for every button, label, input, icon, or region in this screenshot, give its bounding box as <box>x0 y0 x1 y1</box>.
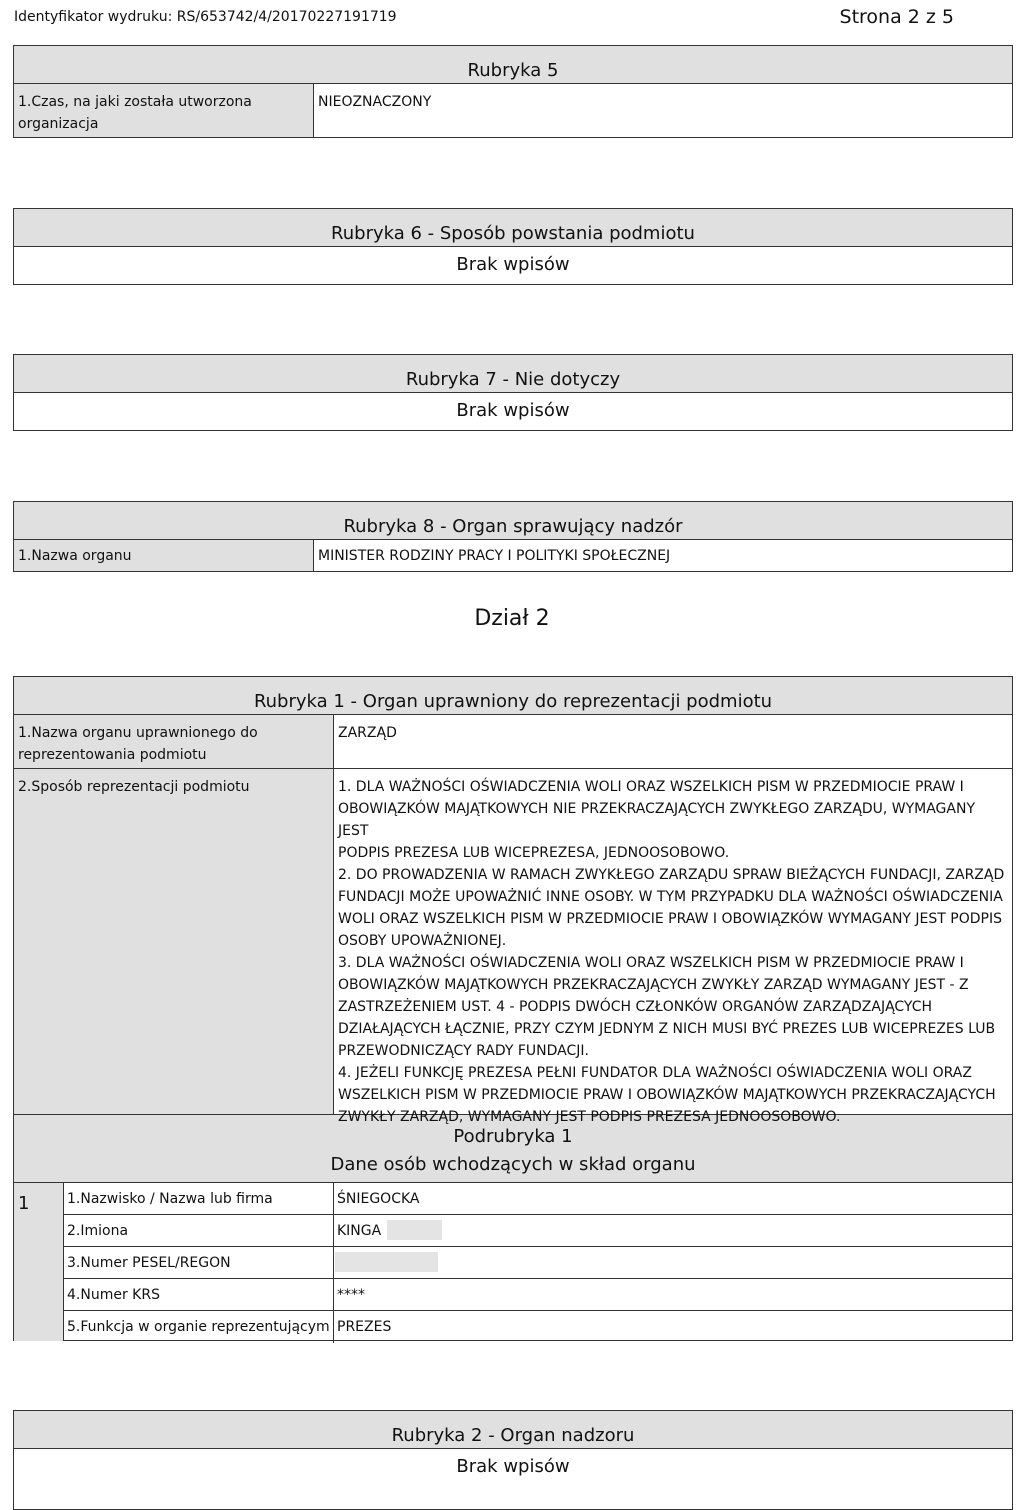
person-field-label: 5.Funkcja w organie reprezentującym <box>64 1311 334 1343</box>
page-header <box>14 6 954 28</box>
field-row <box>14 715 1012 769</box>
section-d2-rubryka-1 <box>13 676 1013 1341</box>
person-field-label: 2.Imiona <box>64 1215 334 1246</box>
person-field-value <box>334 1279 1012 1310</box>
section-title: Rubryka 8 - Organ sprawujący nadzór <box>14 502 1012 540</box>
text-line: 1. DLA WAŻNOŚCI OŚWIADCZENIA WOLI ORAZ WSZELKICH PISM W PRZEDMIOCIE PRAW I <box>338 779 964 795</box>
field-value: MINISTER RODZINY PRACY I POLITYKI SPOŁECZNEJ <box>318 548 671 564</box>
no-entries: Brak wpisów <box>456 254 570 275</box>
field-value: ZARZĄD <box>338 725 397 741</box>
krs-value: **** <box>337 1287 365 1303</box>
person-index: 1 <box>14 1183 64 1341</box>
section-rubryka-6 <box>13 208 1013 285</box>
representation-text <box>334 769 1012 1125</box>
text-line: PODPIS PREZESA LUB WICEPREZESA, JEDNOOSOBOWO. <box>338 845 730 861</box>
text-line: OBOWIĄZKÓW MAJĄTKOWYCH PRZEKRACZAJĄCYCH ZWYKŁY ZARZĄD WYMAGANY JEST - Z <box>338 977 969 993</box>
page-number: Strona 2 z 5 <box>839 6 954 28</box>
section-rubryka-8 <box>13 501 1013 572</box>
field-label: 1.Nazwa organu uprawnionego do reprezentowania podmiotu <box>14 715 334 768</box>
subsection-title-line-1: Podrubryka 1 <box>453 1126 573 1147</box>
person-field-value <box>334 1215 1012 1246</box>
text-line: DZIAŁAJĄCYCH ŁĄCZNIE, PRZY CZYM JEDNYM Z NICH MUSI BYĆ PREZES LUB WICEPREZES LUB <box>338 1021 996 1037</box>
person-field-label: 4.Numer KRS <box>64 1279 334 1310</box>
surname-value: ŚNIEGOCKA <box>337 1191 420 1207</box>
text-line: OSOBY UPOWAŻNIONEJ. <box>338 933 507 949</box>
subsection-title-line-2: Dane osób wchodzących w skład organu <box>330 1154 696 1175</box>
text-line: 3. DLA WAŻNOŚCI OŚWIADCZENIA WOLI ORAZ WSZELKICH PISM W PRZEDMIOCIE PRAW I <box>338 955 964 971</box>
section-rubryka-7 <box>13 354 1013 431</box>
person-field-label: 3.Numer PESEL/REGON <box>64 1247 334 1278</box>
section-d2-rubryka-2 <box>13 1410 1013 1510</box>
person-field-row <box>64 1279 1012 1311</box>
field-row <box>14 84 1012 137</box>
text-line: OBOWIĄZKÓW MAJĄTKOWYCH NIE PRZEKRACZAJĄCYCH ZWYKŁEGO ZARZĄDU, WYMAGANY JEST <box>338 801 975 839</box>
text-line: WOLI ORAZ WSZELKICH PISM W PRZEDMIOCIE PRAW I OBOWIĄZKÓW WYMAGANY JEST PODPIS <box>338 911 1002 927</box>
field-label: 1.Czas, na jaki została utworzona organizacja <box>14 84 314 137</box>
redaction-block <box>387 1220 442 1240</box>
section-title: Rubryka 1 - Organ uprawniony do reprezentacji podmiotu <box>14 677 1012 715</box>
text-line: ZASTRZEŻENIEM UST. 4 - PODPIS DWÓCH CZŁONKÓW ORGANÓW ZARZĄDZAJĄCYCH <box>338 999 933 1015</box>
section-title: Rubryka 7 - Nie dotyczy <box>14 355 1012 393</box>
section-title: Rubryka 6 - Sposób powstania podmiotu <box>14 209 1012 247</box>
person-field-row <box>64 1215 1012 1247</box>
redaction-block <box>335 1252 438 1272</box>
function-value: PREZES <box>337 1319 392 1335</box>
person-field-label: 1.Nazwisko / Nazwa lub firma <box>64 1183 334 1214</box>
text-line: FUNDACJI MOŻE UPOWAŻNIĆ INNE OSOBY. W TYM PRZYPADKU DLA WAŻNOŚCI OŚWIADCZENIA <box>338 889 1003 905</box>
person-field-value <box>334 1247 1012 1278</box>
text-line: 2. DO PROWADZENIA W RAMACH ZWYKŁEGO ZARZĄDU SPRAW BIEŻĄCYCH FUNDACJI, ZARZĄD <box>338 867 1005 883</box>
person-entry <box>14 1183 1012 1341</box>
text-line: PRZEWODNICZĄCY RADY FUNDACJI. <box>338 1043 589 1059</box>
person-field-row <box>64 1183 1012 1215</box>
field-row <box>14 540 1012 571</box>
text-line: WSZELKICH PISM W PRZEDMIOCIE PRAW I OBOWIĄZKÓW MAJĄTKOWYCH PRZEKRACZAJĄCYCH <box>338 1087 996 1103</box>
no-entries: Brak wpisów <box>456 1456 570 1477</box>
text-line: ZWYKŁY ZARZĄD, WYMAGANY JEST PODPIS PREZESA JEDNOOSOBOWO. <box>338 1109 841 1125</box>
field-value: NIEOZNACZONY <box>318 94 432 110</box>
dzial-heading: Dział 2 <box>474 606 550 631</box>
person-field-row <box>64 1247 1012 1279</box>
print-identifier: Identyfikator wydruku: RS/653742/4/20170227191719 <box>14 9 397 25</box>
section-title: Rubryka 2 - Organ nadzoru <box>14 1411 1012 1449</box>
person-field-row <box>64 1311 1012 1343</box>
no-entries: Brak wpisów <box>456 400 570 421</box>
section-title: Rubryka 5 <box>14 46 1012 84</box>
person-field-value <box>334 1311 1012 1343</box>
section-rubryka-5 <box>13 45 1013 138</box>
field-label: 2.Sposób reprezentacji podmiotu <box>14 769 334 1114</box>
person-fields <box>64 1183 1012 1341</box>
field-row <box>14 769 1012 1125</box>
text-line: 4. JEŻELI FUNKCJĘ PREZESA PEŁNI FUNDATOR DLA WAŻNOŚCI OŚWIADCZENIA WOLI ORAZ <box>338 1065 972 1081</box>
first-name-value: KINGA <box>337 1223 382 1239</box>
field-label: 1.Nazwa organu <box>14 540 314 571</box>
person-field-value <box>334 1183 1012 1214</box>
